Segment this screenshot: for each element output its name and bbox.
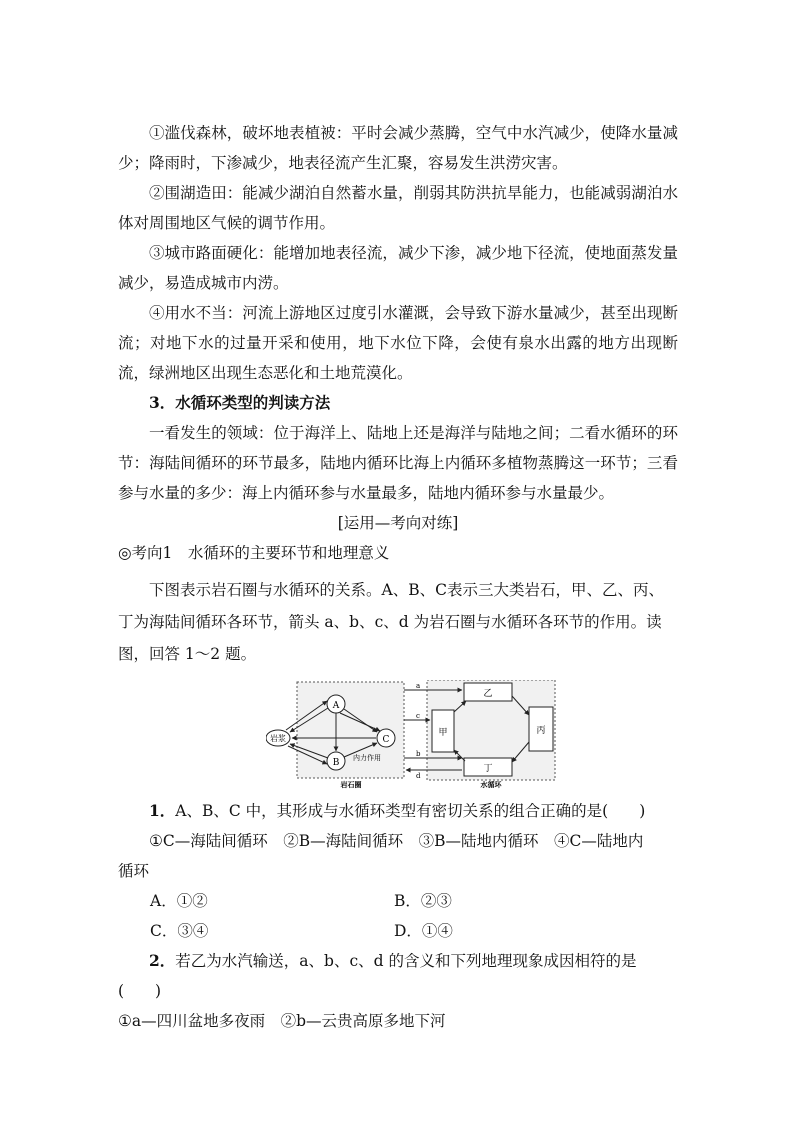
question-1-options-row2	[118, 916, 678, 946]
option-d[interactable]: D．①④	[394, 922, 453, 940]
question-stem-line2: 丁为海陆间循环各环节，箭头 a、b、c、d 为岩石圈与水循环各环节的作用。读	[118, 613, 662, 631]
question-2-text: 若乙为水汽输送，a、b、c、d 的含义和下列地理现象成因相符的是( )	[118, 952, 637, 1000]
label-c: C	[382, 735, 390, 745]
label-internal: 内力作用	[353, 754, 381, 762]
label-ding: 丁	[483, 764, 493, 774]
kaoxiang-heading: ◎考向1 水循环的主要环节和地理意义	[118, 544, 390, 562]
paragraph-reclamation: ②围湖造田：能减少湖泊自然蓄水量，削弱其防洪抗旱能力，也能减弱湖泊水体对周围地区气候的调节作用。	[118, 184, 678, 232]
label-magma: 岩浆	[270, 734, 286, 743]
document-page	[118, 118, 678, 1036]
question-1-text: A、B、C 中，其形成与水循环类型有密切关系的组合正确的是( )	[175, 802, 646, 820]
label-b: B	[332, 758, 340, 768]
label-yi: 乙	[483, 689, 493, 699]
label-water-box: 水循环	[480, 780, 502, 789]
rock-water-cycle-diagram	[266, 680, 558, 790]
label-jia: 甲	[438, 728, 448, 738]
option-b[interactable]: B．②③	[394, 892, 452, 910]
question-2-number: 2．	[149, 951, 176, 970]
paragraph-urban-hardening: ③城市路面硬化：能增加地表径流，减少下渗，减少地下径流，使地面蒸发量减少，易造成城市内涝。	[118, 244, 678, 292]
label-arrow-b: b	[416, 750, 421, 758]
question-1-options-row1	[118, 886, 678, 916]
label-rock-box: 岩石圈	[340, 780, 362, 789]
question-stem-line1: 下图表示岩石圈与水循环的关系。A、B、C表示三大类岩石，甲、乙、丙、	[149, 581, 664, 599]
question-1-items-cont: 循环	[118, 862, 150, 880]
label-arrow-a: a	[416, 682, 421, 690]
paragraph-judging-method: 一看发生的领域：位于海洋上、陆地上还是海洋与陆地之间；二看水循环的环节：海陆间循环的环节最多，陆地内循环比海上内循环多植物蒸腾这一环节；三看参与水量的多少：海上内循环参与水量最多，陆地内循环参与水量最少。	[118, 424, 678, 502]
question-1-number: 1．	[149, 801, 176, 820]
question-2	[118, 946, 678, 1006]
question-2-items: ①a—四川盆地多夜雨 ②b—云贵高原多地下河	[118, 1012, 446, 1030]
heading-judging-method: 3．水循环类型的判读方法	[149, 393, 331, 412]
label-arrow-d: d	[416, 772, 421, 780]
label-a: A	[332, 701, 340, 711]
question-stem-line3: 图，回答 1～2 题。	[118, 645, 257, 663]
option-c[interactable]: C．③④	[150, 922, 209, 940]
label-arrow-c: c	[416, 712, 420, 720]
section-label: [运用—考向对练]	[337, 514, 459, 532]
paragraph-deforestation: ①滥伐森林，破坏地表植被：平时会减少蒸腾，空气中水汽减少，使降水量减少；降雨时，下渗减少，地表径流产生汇聚，容易发生洪涝灾害。	[118, 124, 678, 172]
label-bing: 丙	[536, 726, 546, 736]
option-a[interactable]: A．①②	[150, 892, 208, 910]
question-1-items: ①C—海陆间循环 ②B—海陆间循环 ③B—陆地内循环 ④C—陆地内	[149, 832, 644, 850]
paragraph-water-misuse: ④用水不当：河流上游地区过度引水灌溉，会导致下游水量减少，甚至出现断流；对地下水的过量开采和使用，地下水位下降，会使有泉水出露的地方出现断流，绿洲地区出现生态恶化和土地荒漠化。	[118, 304, 678, 382]
question-1	[118, 796, 678, 826]
